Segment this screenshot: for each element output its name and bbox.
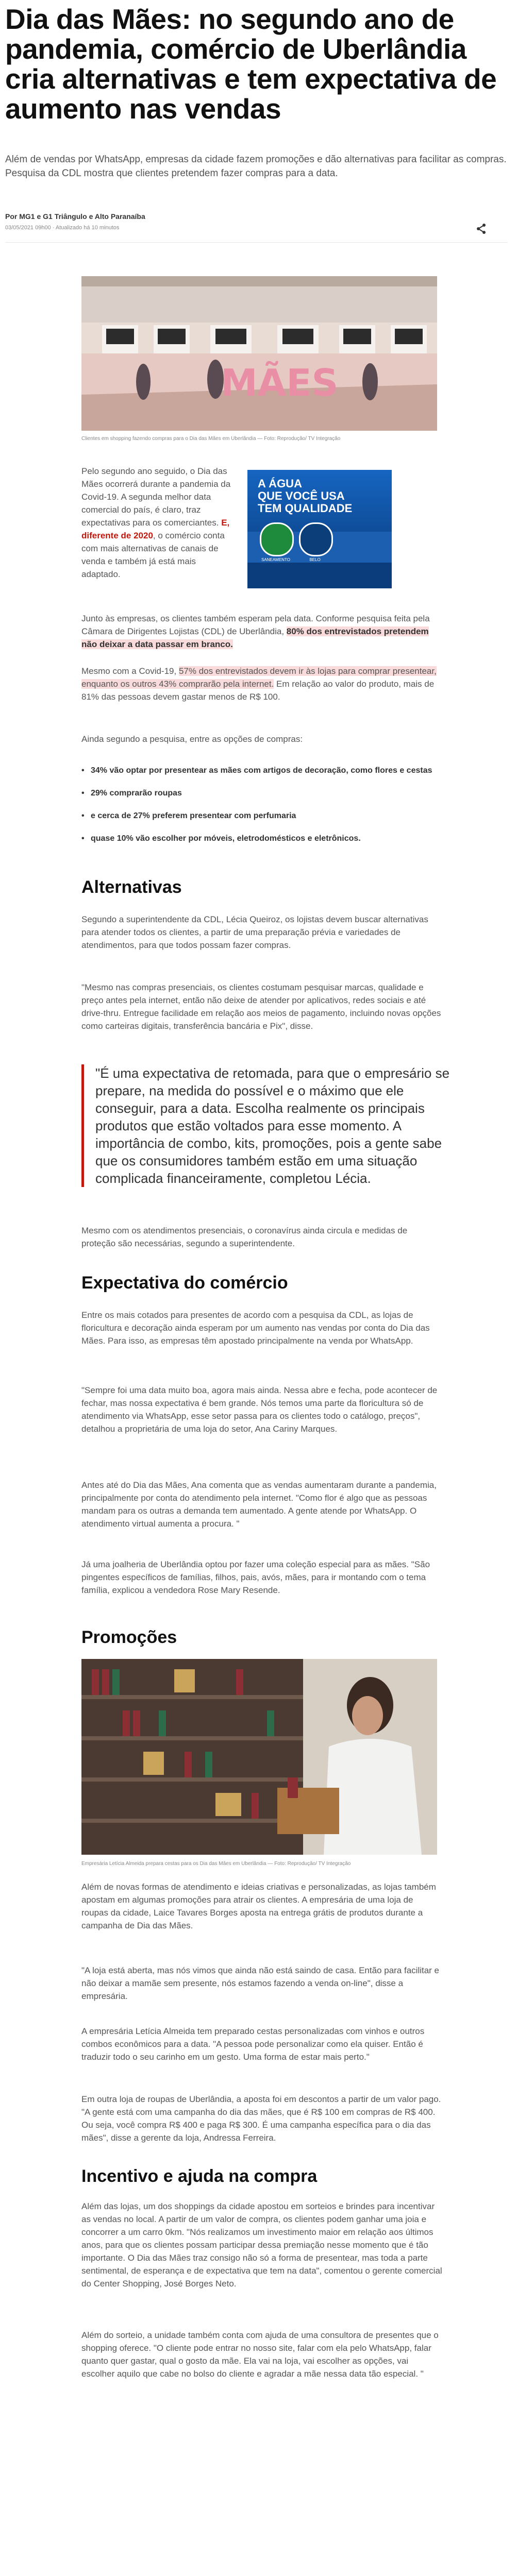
paragraph-13: "A loja está aberta, mas nós vimos que ainda não está saindo de casa. Então para facilitar e não deixar a mamãe sem presente, nós estamos fazendo a venda on-line", disse a empresária.: [81, 1965, 440, 2001]
paragraph-15: Em outra loja de roupas de Uberlândia, a aposta foi em descontos a partir de um valor pago. "A gente está com uma campanha do dia das mães, que é R$ 100 em compras de R$ 400. Ou seja, você compra R$ 400 e paga R$ 300. É uma campanha específica para o dia das mães", disse a gerente da loja, Andressa Ferreira.: [81, 2094, 441, 2143]
photo-caption: Clientes em shopping fazendo compras para o Dia das Mães em Uberlândia — Foto: Reprodução/ TV Integração: [81, 436, 341, 442]
store-photo: [81, 1659, 437, 1855]
paragraph-16: Além das lojas, um dos shoppings da cidade apostou em sorteios e brindes para incentivar as vendas no local. A partir de um valor de compra, os clientes podem ganhar uma joia e concorrer a um carro 0km. "Nós realizamos um investimento maior em relação aos últimos anos, para que os clientes possam participar dessa premiação nesse momento que é tão importante. O Dia das Mães traz consigo não só a forma de presentear, mas toda a parte sentimental, de esperança e de expectativa que tem na data", comentou o gerente comercial do Center Shopping, José Borges Neto.: [81, 2201, 442, 2289]
section-heading-incentivo: Incentivo e ajuda na compra: [81, 2166, 318, 2186]
paragraph-3: Mesmo com a Covid-19, 57% dos entrevistados devem ir às lojas para comprar presentear, enquanto os outros 43% comprarão pela internet. Em relação ao valor do produto, mais de 81% das pessoas devem gastar menos de R$ 100.: [81, 666, 437, 702]
divider: [5, 242, 508, 243]
subtitle: Além de vendas por WhatsApp, empresas da cidade fazem promoções e dão alternativas para facilitar as compras. Pesquisa da CDL mostra que clientes pretendem fazer compras para a data.: [5, 154, 507, 179]
photo-caption: Empresária Letícia Almeida prepara cestas para os Dia das Mães em Uberlândia — Foto: Reprodução/ TV Integração: [81, 1861, 351, 1867]
list-item: • 29% comprarão roupas: [81, 787, 442, 800]
paragraph-11: Já uma joalheria de Uberlândia optou por fazer uma coleção especial para as mães. "São pingentes específicos de famílias, filhos, pais, avós, mães, para ir montando com o tema família, explicou a vendedora Rose Mary Resende.: [81, 1560, 430, 1595]
section-heading-expectativa: Expectativa do comércio: [81, 1273, 288, 1293]
byline: Por MG1 e G1 Triângulo e Alto Paranaíba: [5, 212, 145, 221]
ad-badge-left: [260, 522, 294, 556]
paragraph-14: A empresária Letícia Almeida tem preparado cestas personalizadas com vinhos e outros combos econômicos para a data. "A pessoa pode personalizar como ela quiser. Então é traduzir todo o seu carinho em um gesto. Uma forma de estar mais perto.": [81, 2026, 425, 2062]
paragraph-4: Ainda segundo a pesquisa, entre as opções de compras:: [81, 734, 303, 744]
ad-line-2: QUE VOCÊ USA: [258, 489, 345, 502]
ad-badge-2-label: BELO: [309, 557, 321, 562]
section-heading-promocoes: Promoções: [81, 1628, 177, 1647]
ad-badge-right: [299, 522, 333, 556]
advertisement[interactable]: [247, 470, 392, 588]
quote-text: "É uma expectativa de retomada, para que o empresário se prepare, na medida do possível e o máximo que ele conseguir, para a data. Escolha realmente os principais produtos que estão voltados para esse momento. A importância de combo, kits, promoções, pois a gente sabe que os consumidores também estão em uma situação complicada financeiramente, completou Lécia.: [95, 1065, 450, 1186]
list-item: • quase 10% vão escolher por móveis, eletrodomésticos e eletrônicos.: [81, 833, 442, 845]
list-item: • 34% vão optar por presentear as mães com artigos de decoração, como flores e cestas: [81, 765, 442, 777]
ad-line-3: TEM QUALIDADE: [258, 502, 353, 515]
paragraph-12: Além de novas formas de atendimento e ideias criativas e personalizadas, as lojas também apostam em algumas promoções para atrair os clientes. A empresária de uma loja de roupas da cidade, Laice Tavares Borges aposta na entrega grátis de produtos durante a campanha de Dia das Mães.: [81, 1882, 436, 1930]
ad-badge-1-label: SANEAMENTO: [261, 557, 290, 562]
share-icon[interactable]: [474, 222, 489, 236]
paragraph-10: Antes até do Dia das Mães, Ana comenta que as vendas aumentaram durante a pandemia, principalmente por conta do atendimento pela internet. "Como flor é algo que as pessoas mandam para os outras a demanda tem aumentado. A gente atende por WhatsApp. O atendimento virtual aumenta a procura. ": [81, 1480, 437, 1529]
paragraph-5: Segundo a superintendente da CDL, Lécia Queiroz, os lojistas devem buscar alternativas para atender todos os clientes, a partir de uma preparação prévia e variedades de atendimentos, para que todos possam fazer compras.: [81, 914, 428, 950]
bullet-list: [81, 765, 442, 845]
dateline: 03/05/2021 09h00 · Atualizado há 10 minutos: [5, 225, 120, 231]
highlight-red: E, diferente de 2020: [81, 518, 230, 540]
paragraph-6: "Mesmo nas compras presenciais, os clientes costumam pesquisar marcas, qualidade e preço antes pela internet, então não deixe de atender por aplicativos, redes sociais e até drive-thru. Entregue facilidade em relação aos meios de pagamento, incluindo novas opções como carteiras digitais, transferência bancária e Pix", disse.: [81, 982, 441, 1031]
paragraph-1: Pelo segundo ano seguido, o Dia das Mães ocorrerá durante a pandemia da Covid-19. A segunda melhor data comercial do país, é claro, traz expectativas para os comerciantes. E, diferente de 2020, o comércio conta com mais alternativas de canais de venda e também já está mais adaptado.: [81, 466, 231, 579]
ad-line-1: A ÁGUA: [258, 477, 302, 490]
headline: Dia das Mães: no segundo ano de pandemia, comércio de Uberlândia cria alternativas e tem expectativa de aumento nas vendas: [5, 3, 497, 125]
paragraph-17: Além do sorteio, a unidade também conta com ajuda de uma consultora de presentes que o shopping oferece. "O cliente pode entrar no nosso site, falar com ela pelo WhatsApp, falar quanto quer gastar, qual o gosto da mãe. Ela vai na loja, vai escolher as opções, vai escolher aquilo que cabe no bolso do cliente e agradar a mãe nessa data tão especial. ": [81, 2330, 439, 2379]
section-heading-alternativas: Alternativas: [81, 877, 182, 897]
paragraph-8: Entre os mais cotados para presentes de acordo com a pesquisa da CDL, as lojas de floricultura e decoração ainda esperam por um aumento nas vendas por conta do Dia das Mães. Para isso, as empresas têm apostado principalmente na venda por WhatsApp.: [81, 1310, 430, 1346]
paragraph-9: "Sempre foi uma data muito boa, agora mais ainda. Nessa abre e fecha, pode acontecer de fechar, mas nossa expectativa é bem grande. Nós temos uma parte da floricultura só de atendimento via WhatsApp, esse setor passa para os clientes todo o catálogo, preços", detalhou a proprietária de uma loja do setor, Ana Cariny Marques.: [81, 1385, 438, 1434]
paragraph-2: Junto às empresas, os clientes também esperam pela data. Conforme pesquisa feita pela Câmara de Dirigentes Lojistas (CDL) de Uberlândia, 80% dos entrevistados pretendem não deixar a data passar em branco.: [81, 614, 430, 649]
mothers-day-sign: MÃES: [221, 361, 339, 404]
paragraph-7: Mesmo com os atendimentos presenciais, o coronavírus ainda circula e medidas de proteção são necessárias, segundo a superintendente.: [81, 1226, 408, 1248]
list-item: • e cerca de 27% preferem presentear com perfumaria: [81, 810, 442, 822]
pull-quote: [81, 1064, 456, 1187]
highlight: 80% dos entrevistados pretendem não deixar a data passar em branco.: [81, 626, 429, 649]
article-body: [81, 612, 442, 651]
shopping-photo: [81, 276, 437, 431]
highlight: 57% dos entrevistados devem ir às lojas para comprar presentear, enquanto os outros 43% comprarão pela internet.: [81, 666, 437, 689]
